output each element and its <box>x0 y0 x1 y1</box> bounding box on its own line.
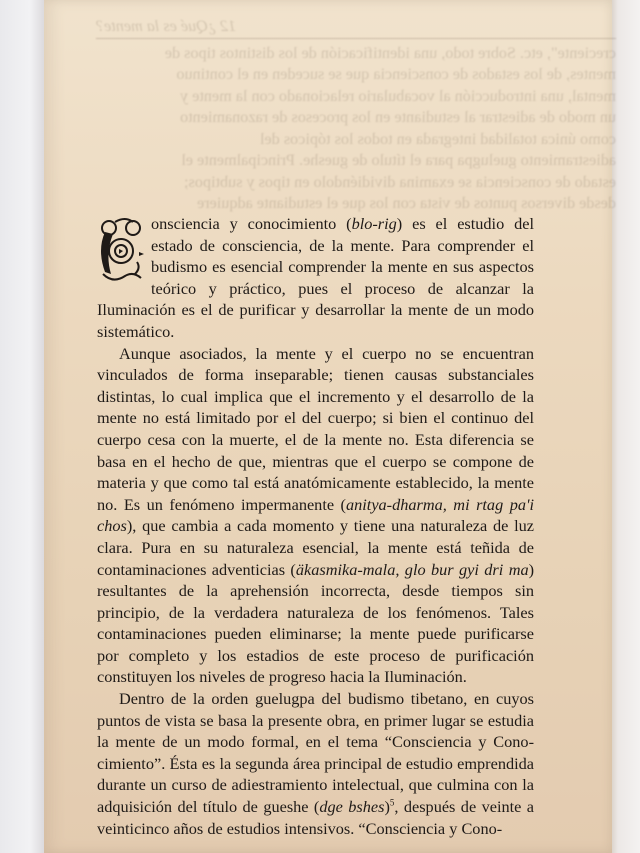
bleed-header: 12 ¿Qué es la mente? <box>96 16 616 39</box>
paragraph-3: Dentro de la orden guelugpa del budismo tibetano, en cuyos puntos de vista se basa la presente obra, en primer lugar se estudia la mente de un modo formal, en el tema “Consciencia y Conocimiento”. Ésta es la segunda área principal de estudio emprendida durante un curso de adiestramiento intelectual, que culmina con la adquisición del título de gueshe (dge bshes)$^5$, después de veinte a veinticinco años de estudios intensivos. “Consciencia y Cono- <box>97 689 534 838</box>
bleed-line: estado de consciencia se examina dividiéndolo en tipos y subtipos; <box>183 172 616 191</box>
bleed-line: mentes, de los estados de consciencia que se suceden en el continuo <box>176 65 616 83</box>
footnote-marker: 5 <box>389 797 395 808</box>
bleed-line: adiestramiento guelugpa para el título de gueshe. Principalmente el <box>181 151 616 169</box>
adjacent-page-edge <box>612 0 640 853</box>
bleed-line: como única totalidad integrada en todos los tópicos del <box>259 129 616 148</box>
bleed-line: mental, una introducción al vocabulario relacionado con la mente y <box>180 86 616 105</box>
paragraph-2: Aunque asociados, la mente y el cuerpo no se encuentran vinculados de forma inseparable; tienen causas substanciales distintas, lo cual implica que el incremento y el desarrollo de la mente no está limitado por el del cuerpo; si bien el continuo del cuerpo cesa con la muerte, el de la mente no. Esta diferencia se basa en el hecho de que, mientras que el cuerpo se compone de materia y que como tal está anatómicamente establecido, la mente no. Es un fenómeno impermanente (anitya-dharma, mi rtag pa'i chos), que cambia a cada momento y tiene una naturaleza de luz clara. Pura en su naturaleza esencial, la mente está teñida de contaminaciones adventicias (äkasmika-mala, glo bur gyi dri ma) resultantes de la aprehensión incorrecta, desde tiempos sin principio, de la verdadera naturaleza de los fenómenos. Tales contaminaciones pueden eliminarse; la mente puede purificarse por completo y los estadios de este proceso de purificación constituyen los niveles de progreso hacia la Iluminación. <box>97 343 535 687</box>
ornamental-dropcap-icon <box>95 216 145 286</box>
bleed-through-text <box>96 16 616 216</box>
bleed-line: un modo de adiestrar al estudiante en los procesos de razonamiento <box>179 108 616 126</box>
bleed-line: desde diversos puntos de vista con los que el estudiante adquiere <box>197 194 616 212</box>
paragraph-1: onsciencia y conocimiento (blo-rig) es el estudio del estado de consciencia, de la mente. Para comprender el budismo es esencial comprender la mente en sus aspectos teórico y práctico, pues el proceso de alcanzar la Iluminación es el de purificar y desarrollar la mente de un modo sistemático. <box>97 214 535 341</box>
bleed-line: creciente", etc. Sobre todo, una identificación de los distintos tipos de <box>164 43 616 62</box>
body-text <box>97 213 534 839</box>
